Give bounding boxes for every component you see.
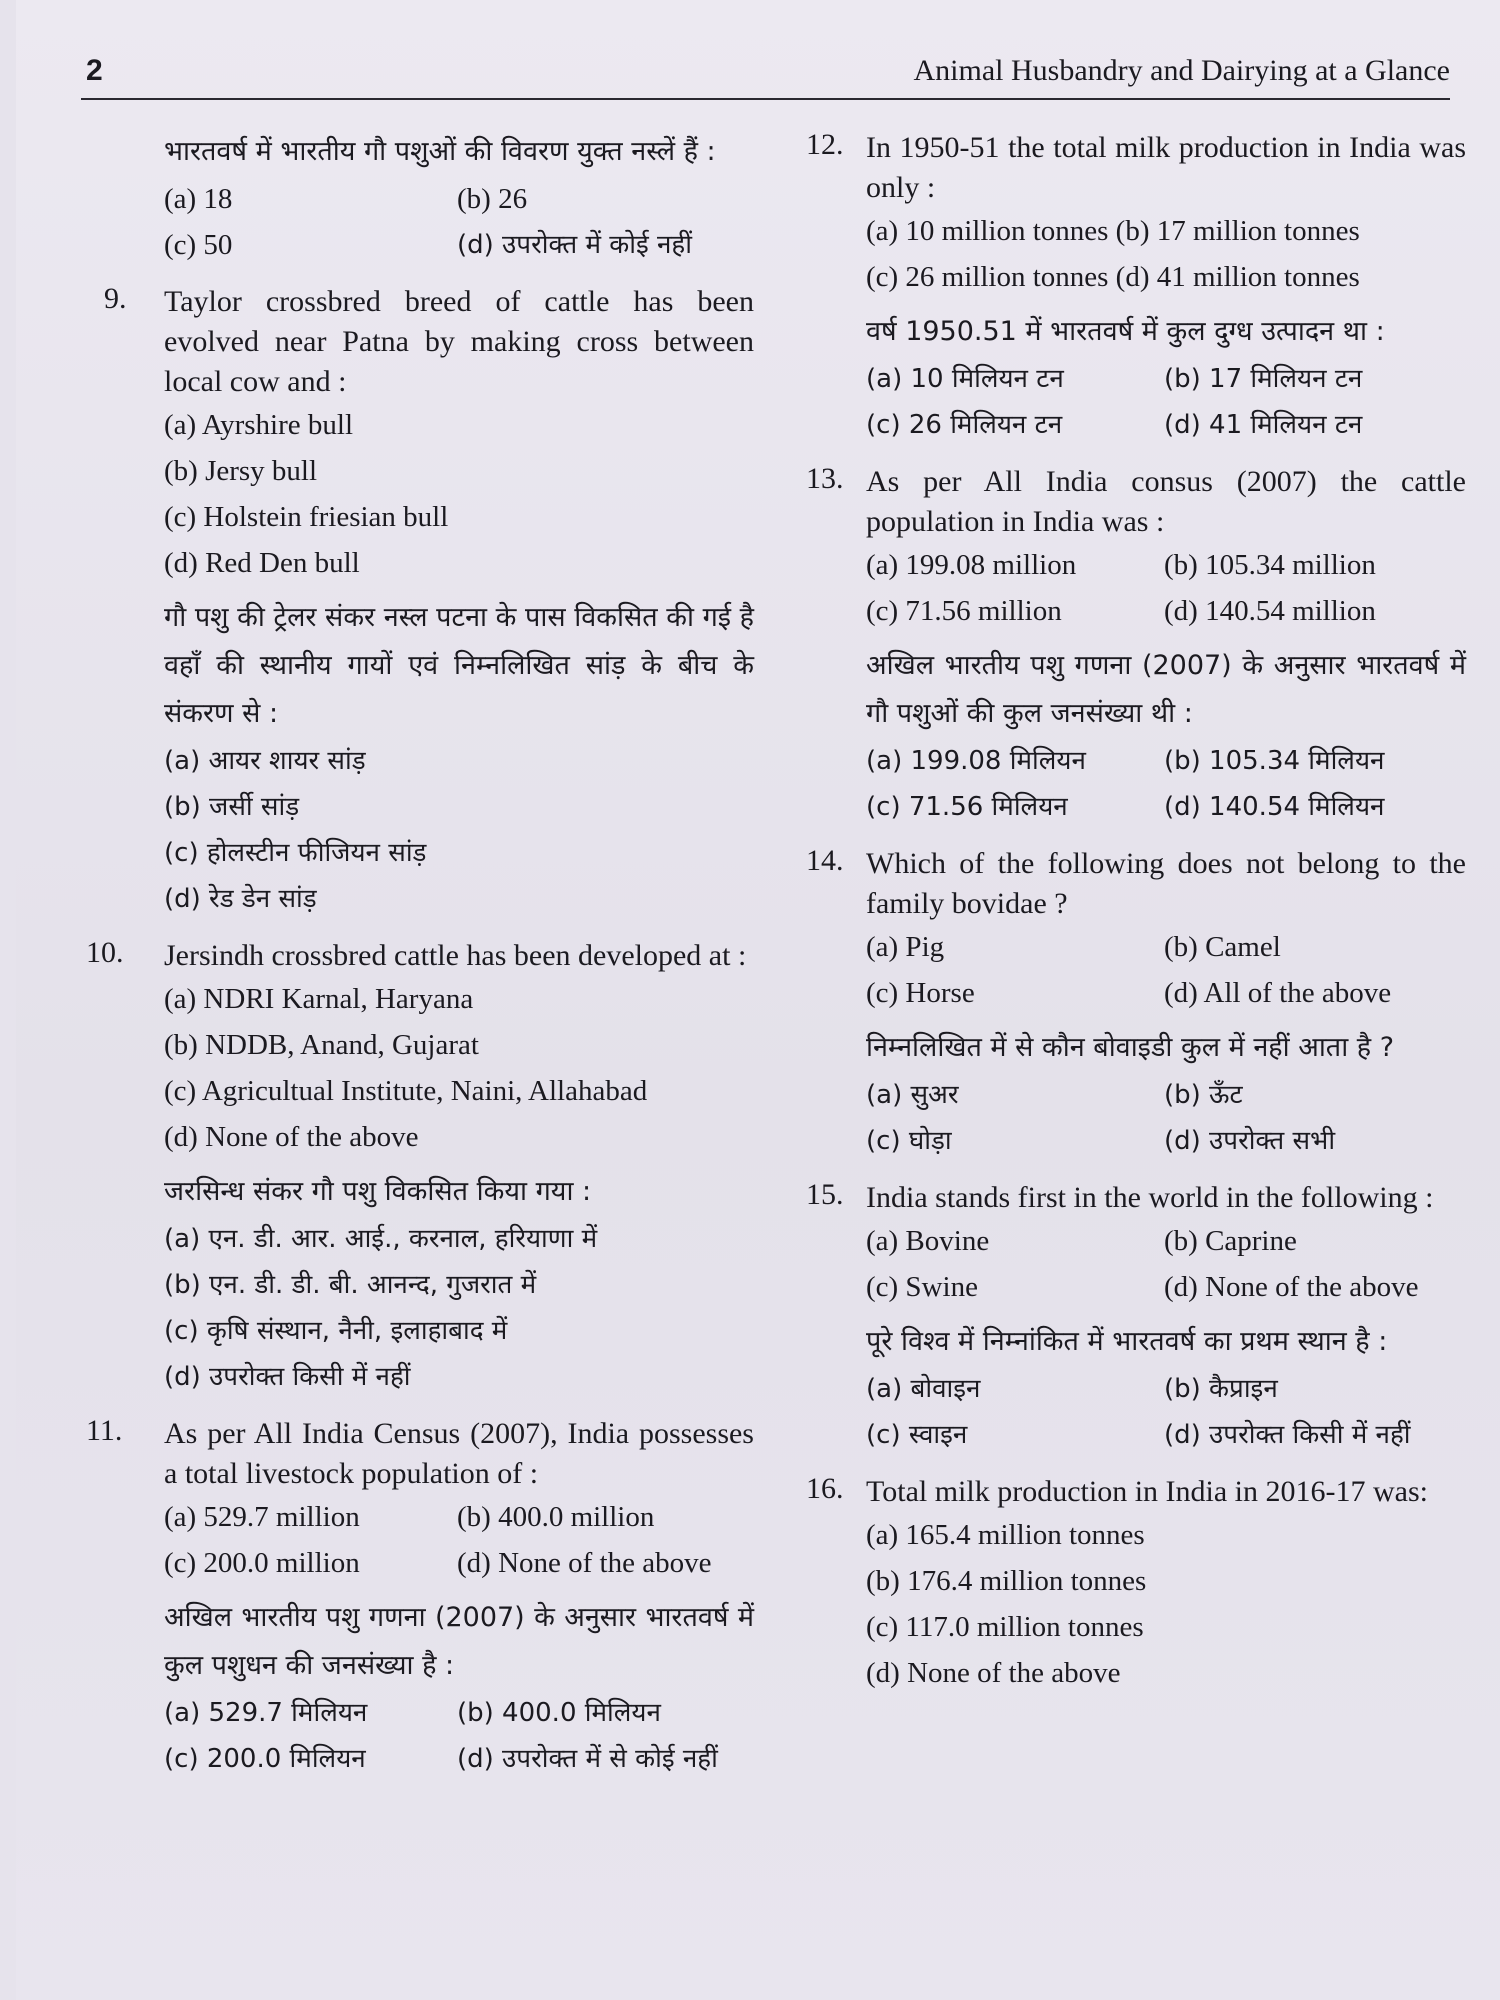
- hindi-option-a: (a) आयर शायर सांड़: [164, 746, 366, 776]
- hindi-option-c: (c) होलस्टीन फीजियन सांड़: [164, 838, 427, 868]
- page-header: [81, 48, 1450, 100]
- option-d: (d) None of the above: [866, 1657, 1121, 1689]
- question-14: [806, 844, 1466, 1164]
- hindi-option-d: (d) उपरोक्त में से कोई नहीं: [457, 1744, 718, 1774]
- question-number: 10.: [86, 936, 124, 969]
- option-c: (c) Swine: [866, 1271, 978, 1303]
- question-hindi-text: अखिल भारतीय पशु गणना (2007) के अनुसार भारतवर्ष में कुल पशुधन की जनसंख्या है :: [164, 1602, 754, 1681]
- question-number: 11.: [86, 1414, 123, 1447]
- hindi-option-c: (c) 71.56 मिलियन: [866, 792, 1068, 822]
- question-12: [806, 128, 1466, 448]
- question-13: [806, 462, 1466, 830]
- question-number: 13.: [806, 462, 844, 495]
- hindi-option-a: (a) सुअर: [866, 1080, 959, 1110]
- question-text: In 1950-51 the total milk production in India was only :: [866, 131, 1466, 204]
- option-d: (d) उपरोक्त में कोई नहीं: [457, 230, 692, 260]
- question-number: 15.: [806, 1178, 844, 1211]
- hindi-option-b: (b) ऊँट: [1164, 1080, 1243, 1110]
- option-d: (d) None of the above: [1164, 1271, 1419, 1303]
- hindi-option-d: (d) उपरोक्त किसी में नहीं: [164, 1362, 411, 1392]
- option-a: (a) NDRI Karnal, Haryana: [164, 983, 474, 1015]
- hindi-options-grid: [866, 1072, 1466, 1164]
- question-8-continued: [104, 128, 754, 268]
- right-column: [806, 128, 1466, 1710]
- option-a: (a) Bovine: [866, 1225, 990, 1257]
- hindi-option-c: (c) 26 मिलियन टन: [866, 410, 1063, 440]
- option-a-b: (a) 10 million tonnes (b) 17 million tonnes: [866, 215, 1360, 247]
- book-page: [16, 0, 1500, 2000]
- question-number: 14.: [806, 844, 844, 877]
- option-a: (a) 199.08 million: [866, 549, 1077, 581]
- question-11: [86, 1414, 754, 1782]
- option-c: (c) Agricultual Institute, Naini, Allahabad: [164, 1075, 648, 1107]
- hindi-option-a: (a) बोवाइन: [866, 1374, 981, 1404]
- option-a: (a) 18: [164, 183, 233, 215]
- question-hindi-text: गौ पशु की ट्रेलर संकर नस्ल पटना के पास विकसित की गई है वहाँ की स्थानीय गायों एवं निम्नलिखित सांड़ के बीच के संकरण से :: [164, 602, 754, 729]
- question-number: 9.: [104, 282, 127, 315]
- question-16: [806, 1472, 1466, 1696]
- option-b: (b) 176.4 million tonnes: [866, 1565, 1147, 1597]
- option-c: (c) Horse: [866, 977, 975, 1009]
- options-grid: [164, 1494, 754, 1586]
- option-d: (d) 140.54 million: [1164, 595, 1376, 627]
- option-b: (b) NDDB, Anand, Gujarat: [164, 1029, 479, 1061]
- hindi-option-b: (b) 17 मिलियन टन: [1164, 364, 1363, 394]
- hindi-option-c: (c) 200.0 मिलियन: [164, 1744, 366, 1774]
- hindi-option-a: (a) 529.7 मिलियन: [164, 1698, 368, 1728]
- option-c-d: (c) 26 million tonnes (d) 41 million tonnes: [866, 261, 1360, 293]
- hindi-option-d: (d) उपरोक्त किसी में नहीं: [1164, 1420, 1411, 1450]
- hindi-option-c: (c) घोड़ा: [866, 1126, 952, 1156]
- question-hindi-text: पूरे विश्व में निम्नांकित में भारतवर्ष का प्रथम स्थान है :: [866, 1326, 1388, 1357]
- question-10: [86, 936, 754, 1400]
- question-hindi-text: जरसिन्ध संकर गौ पशु विकसित किया गया :: [164, 1176, 592, 1207]
- option-d: (d) All of the above: [1164, 977, 1392, 1009]
- hindi-option-c: (c) कृषि संस्थान, नैनी, इलाहाबाद में: [164, 1316, 508, 1346]
- question-hindi-text: निम्नलिखित में से कौन बोवाइडी कुल में नहीं आता है ?: [866, 1032, 1395, 1063]
- option-c: (c) Holstein friesian bull: [164, 501, 449, 533]
- question-text: Jersindh crossbred cattle has been developed at :: [164, 939, 747, 972]
- options-grid: [164, 176, 754, 268]
- option-b: (b) Camel: [1164, 931, 1281, 963]
- option-b: (b) 26: [457, 183, 528, 215]
- hindi-option-d: (d) उपरोक्त सभी: [1164, 1126, 1336, 1156]
- options-grid: [866, 924, 1466, 1016]
- hindi-option-c: (c) स्वाइन: [866, 1420, 968, 1450]
- options-list: [866, 1512, 1466, 1696]
- hindi-options-list: [164, 738, 754, 922]
- option-b: (b) 400.0 million: [457, 1501, 655, 1533]
- hindi-options-grid: [164, 1690, 754, 1782]
- option-c: (c) 50: [164, 229, 233, 261]
- hindi-option-a: (a) एन. डी. आर. आई., करनाल, हरियाणा में: [164, 1224, 598, 1254]
- option-a: (a) Ayrshire bull: [164, 409, 354, 441]
- option-a: (a) 529.7 million: [164, 1501, 360, 1533]
- option-d: (d) None of the above: [457, 1547, 712, 1579]
- question-text: Taylor crossbred breed of cattle has been evolved near Patna by making cross between local cow and :: [164, 285, 754, 398]
- option-a: (a) 165.4 million tonnes: [866, 1519, 1145, 1551]
- question-15: [806, 1178, 1466, 1458]
- option-a: (a) Pig: [866, 931, 945, 963]
- option-b: (b) 105.34 million: [1164, 549, 1376, 581]
- page-number: 2: [86, 54, 103, 87]
- options-grid: [866, 1218, 1466, 1310]
- question-number: 16.: [806, 1472, 844, 1505]
- option-c: (c) 200.0 million: [164, 1547, 360, 1579]
- hindi-option-b: (b) कैप्राइन: [1164, 1374, 1278, 1404]
- option-c: (c) 117.0 million tonnes: [866, 1611, 1144, 1643]
- options-list: [164, 976, 754, 1160]
- question-hindi-text: वर्ष 1950.51 में भारतवर्ष में कुल दुग्ध उत्पादन था :: [866, 316, 1385, 347]
- hindi-options-grid: [866, 738, 1466, 830]
- options-list: [866, 208, 1466, 300]
- options-grid: [866, 542, 1466, 634]
- option-b: (b) Caprine: [1164, 1225, 1297, 1257]
- hindi-option-b: (b) जर्सी सांड़: [164, 792, 300, 822]
- hindi-option-b: (b) एन. डी. डी. बी. आनन्द, गुजरात में: [164, 1270, 537, 1300]
- hindi-option-b: (b) 105.34 मिलियन: [1164, 746, 1385, 776]
- question-hindi-text: भारतवर्ष में भारतीय गौ पशुओं की विवरण युक्त नस्लें हैं :: [164, 136, 716, 167]
- hindi-option-d: (d) रेड डेन सांड़: [164, 884, 317, 914]
- hindi-option-a: (a) 199.08 मिलियन: [866, 746, 1086, 776]
- option-d: (d) None of the above: [164, 1121, 419, 1153]
- question-text: India stands first in the world in the following :: [866, 1181, 1434, 1214]
- option-c: (c) 71.56 million: [866, 595, 1062, 627]
- question-text: Total milk production in India in 2016-17 was:: [866, 1475, 1428, 1508]
- hindi-option-b: (b) 400.0 मिलियन: [457, 1698, 661, 1728]
- question-text: As per All India Census (2007), India possesses a total livestock population of :: [164, 1417, 754, 1490]
- option-b: (b) Jersy bull: [164, 455, 318, 487]
- hindi-option-a: (a) 10 मिलियन टन: [866, 364, 1064, 394]
- question-text: As per All India consus (2007) the cattle population in India was :: [866, 465, 1466, 538]
- running-title: Animal Husbandry and Dairying at a Glance: [913, 54, 1450, 87]
- left-column: [86, 128, 754, 1796]
- question-9: [104, 282, 754, 922]
- question-number: 12.: [806, 128, 844, 161]
- hindi-options-grid: [866, 1366, 1466, 1458]
- hindi-options-grid: [866, 356, 1466, 448]
- hindi-option-d: (d) 140.54 मिलियन: [1164, 792, 1385, 822]
- question-text: Which of the following does not belong to the family bovidae ?: [866, 847, 1466, 920]
- options-list: [164, 402, 754, 586]
- hindi-options-list: [164, 1216, 754, 1400]
- hindi-option-d: (d) 41 मिलियन टन: [1164, 410, 1363, 440]
- question-hindi-text: अखिल भारतीय पशु गणना (2007) के अनुसार भारतवर्ष में गौ पशुओं की कुल जनसंख्या थी :: [866, 650, 1466, 729]
- option-d: (d) Red Den bull: [164, 547, 360, 579]
